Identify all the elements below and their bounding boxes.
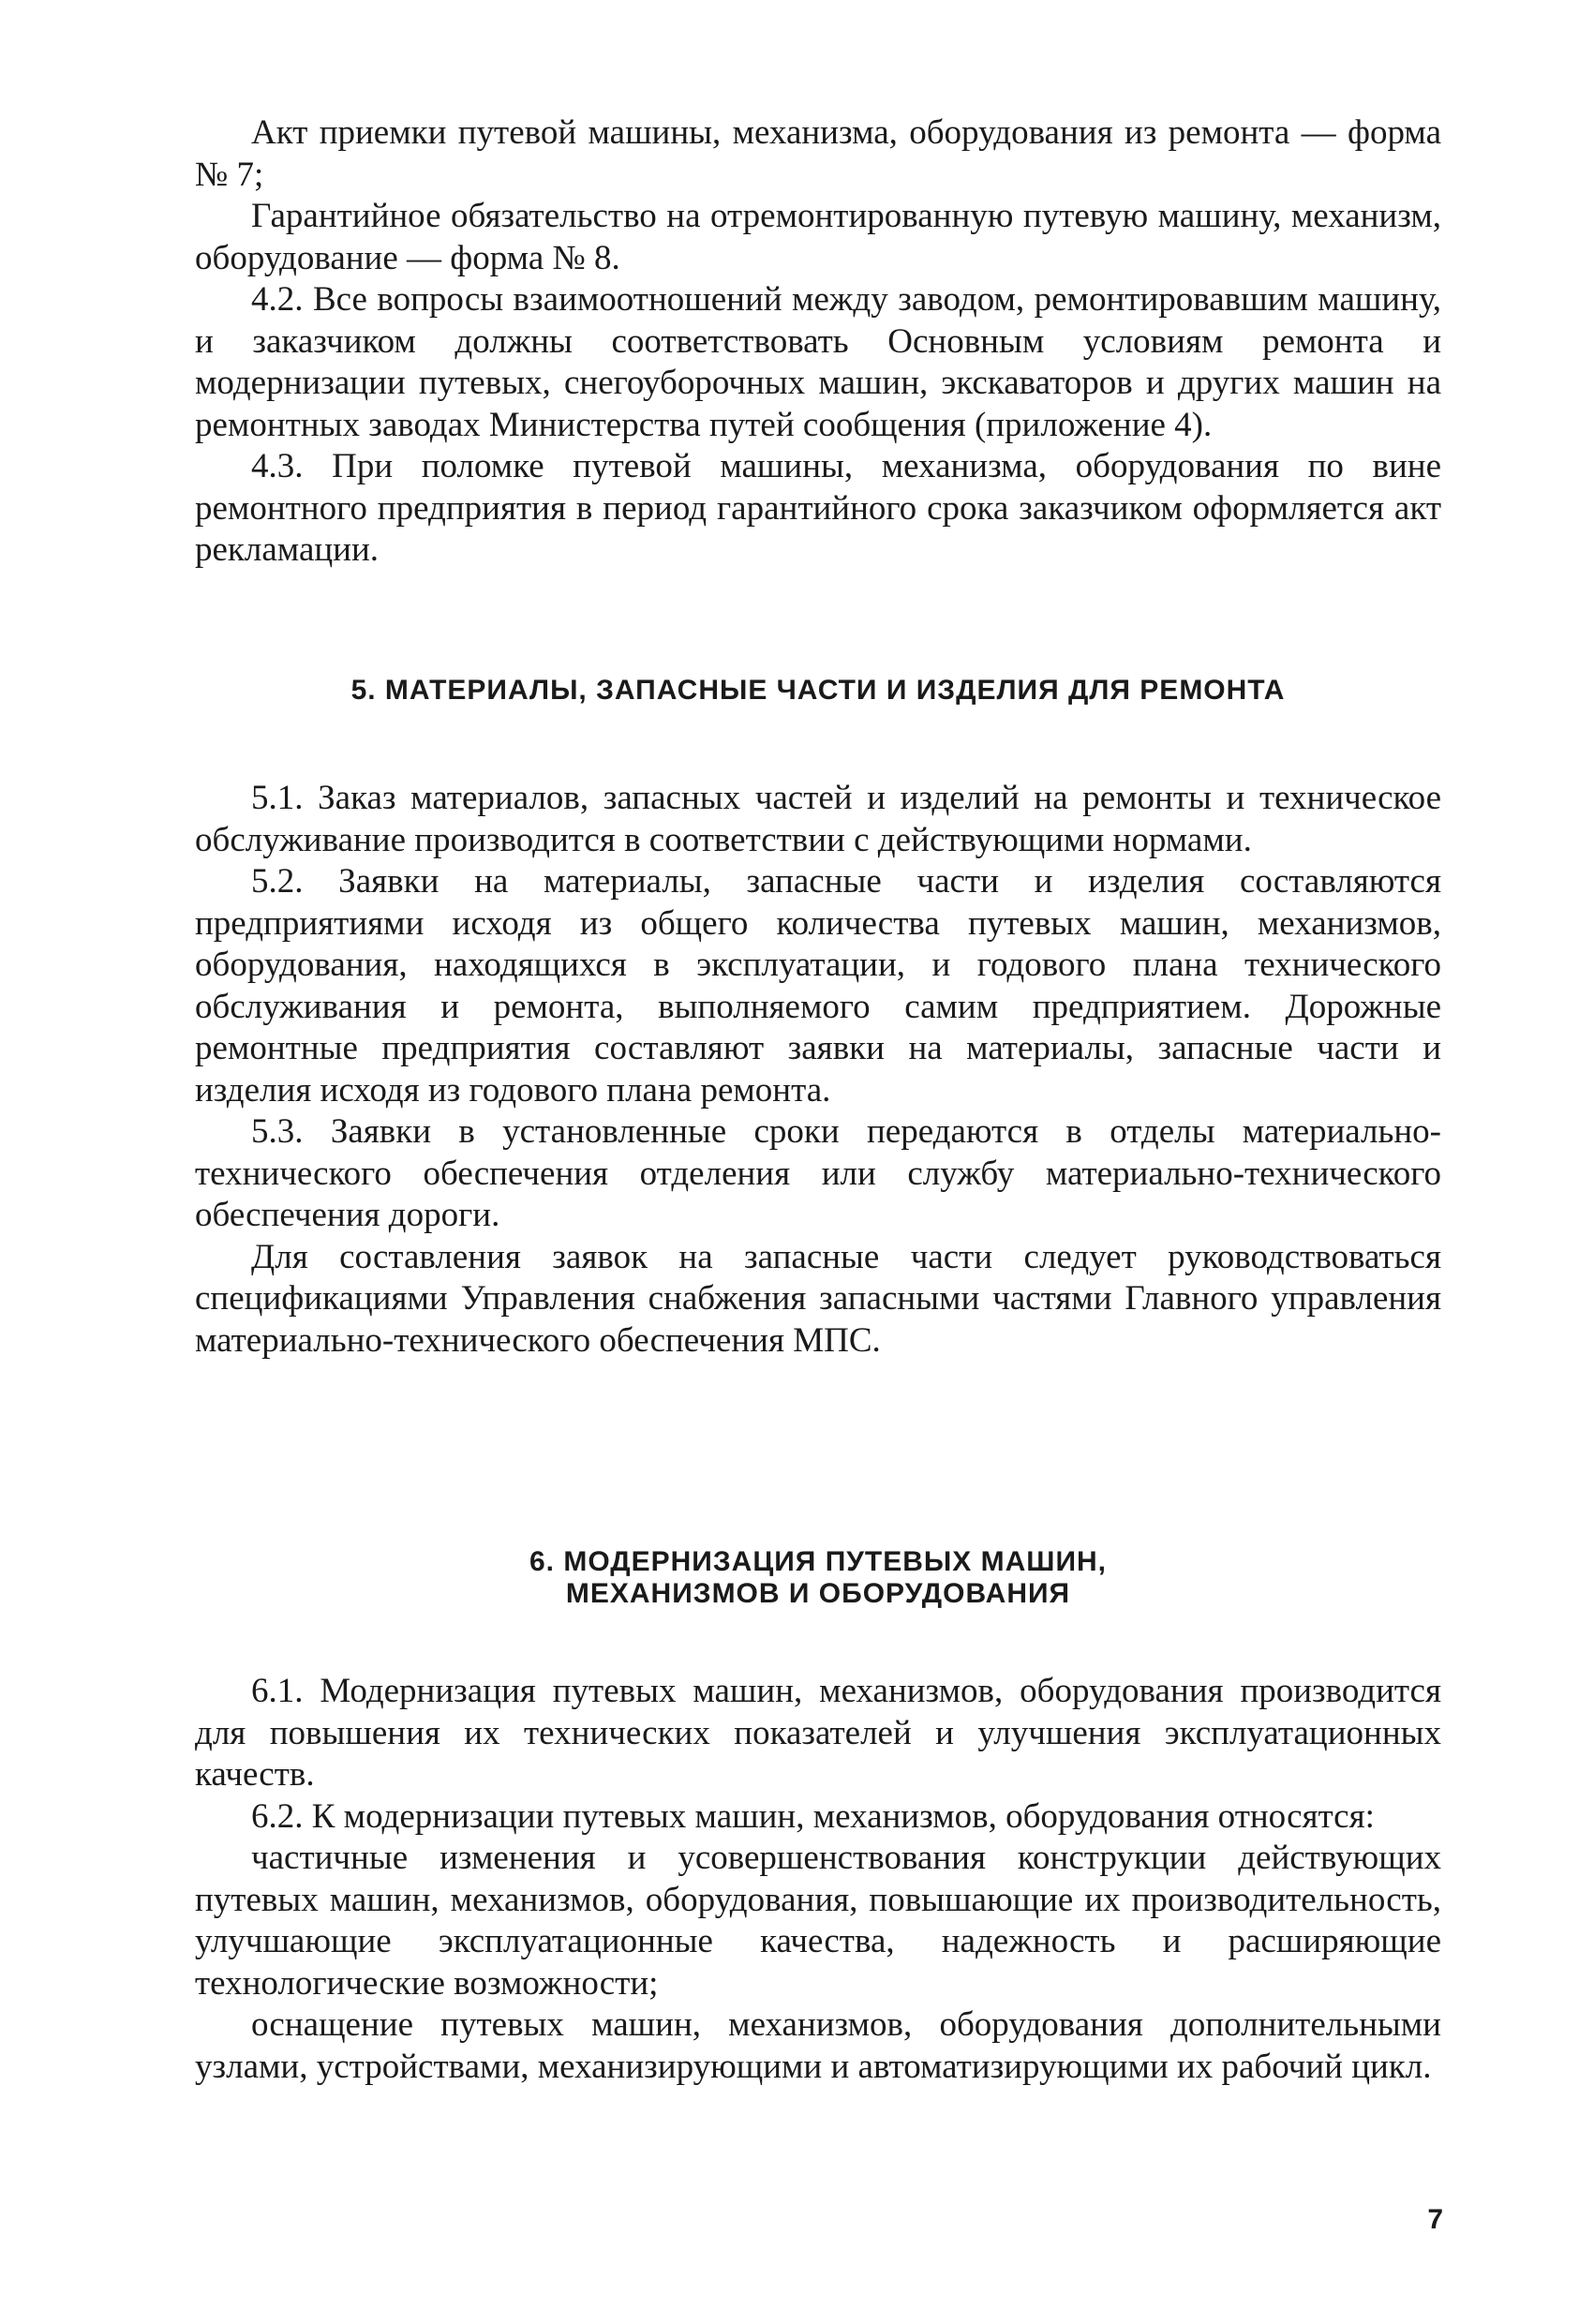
- section-6-heading: [195, 1546, 1441, 1610]
- paragraph-specifications: Для составления заявок на запасные части следует руководствоваться спецификациями Управления снабжения запасными частями Главного управления материально-технического обеспечения МПС.: [195, 1237, 1441, 1360]
- paragraph-4-2: 4.2. Все вопросы взаимоотношений между заводом, ремонтировавшим машину, и заказчиком должны соответствовать Основным условиям ремонта и модернизации путевых, снегоуборочных машин, экскаваторов и других машин на ремонтных заводах Министерства путей сообщения (приложение 4).: [195, 280, 1441, 444]
- text-block-section-6: [195, 1671, 1441, 2088]
- section-6-heading-line-1: 6. МОДЕРНИЗАЦИЯ ПУТЕВЫХ МАШИН,: [529, 1546, 1108, 1577]
- paragraph-5-2: 5.2. Заявки на материалы, запасные части и изделия составляются предприятиями исходя из общего количества путевых машин, механизмов, оборудования, находящихся в эксплуатации, и годового плана технического обслуживания и ремонта, выполняемого самим предприятием. Дорожные ремонтные предприятия составляют заявки на материалы, запасные части и изделия исходя из годового плана ремонта.: [195, 862, 1441, 1110]
- section-5-heading: 5. МАТЕРИАЛЫ, ЗАПАСНЫЕ ЧАСТИ И ИЗДЕЛИЯ ДЛЯ РЕМОНТА: [350, 675, 1286, 706]
- paragraph-guarantee: Гарантийное обязательство на отремонтированную путевую машину, механизм, оборудование — форма № 8.: [195, 197, 1441, 277]
- page-number: 7: [1427, 2204, 1443, 2235]
- paragraph-6-2: 6.2. К модернизации путевых машин, механизмов, оборудования относятся:: [251, 1796, 1375, 1836]
- paragraph-5-1: 5.1. Заказ материалов, запасных частей и изделий на ремонты и техническое обслуживание производится в соответствии с действующими нормами.: [195, 779, 1441, 859]
- paragraph-act: Акт приемки путевой машины, механизма, оборудования из ремонта — форма № 7;: [195, 113, 1441, 194]
- section-6-heading-line-2: МЕХАНИЗМОВ И ОБОРУДОВАНИЯ: [565, 1578, 1071, 1609]
- paragraph-equipment: оснащение путевых машин, механизмов, оборудования дополнительными узлами, устройствами, механизирующими и автоматизирующими их рабочий цикл.: [195, 2005, 1441, 2086]
- text-block-section-5: [195, 778, 1441, 1362]
- text-block-top: [195, 112, 1441, 572]
- paragraph-4-3: 4.3. При поломке путевой машины, механизма, оборудования по вине ремонтного предприятия в период гарантийного срока заказчиком оформляется акт рекламации.: [195, 447, 1441, 569]
- paragraph-partial-changes: частичные изменения и усовершенствования конструкции действующих путевых машин, механизмов, оборудования, повышающие их производительность, улучшающие эксплуатационные качества, надежность и расширяющие технологические возможности;: [195, 1839, 1441, 2003]
- paragraph-6-1: 6.1. Модернизация путевых машин, механизмов, оборудования производится для повышения их технических показателей и улучшения эксплуатационных качеств.: [195, 1672, 1441, 1794]
- paragraph-5-3: 5.3. Заявки в установленные сроки передаются в отделы материально-технического обеспечения отделения или службу материально-технического обеспечения дороги.: [195, 1112, 1441, 1234]
